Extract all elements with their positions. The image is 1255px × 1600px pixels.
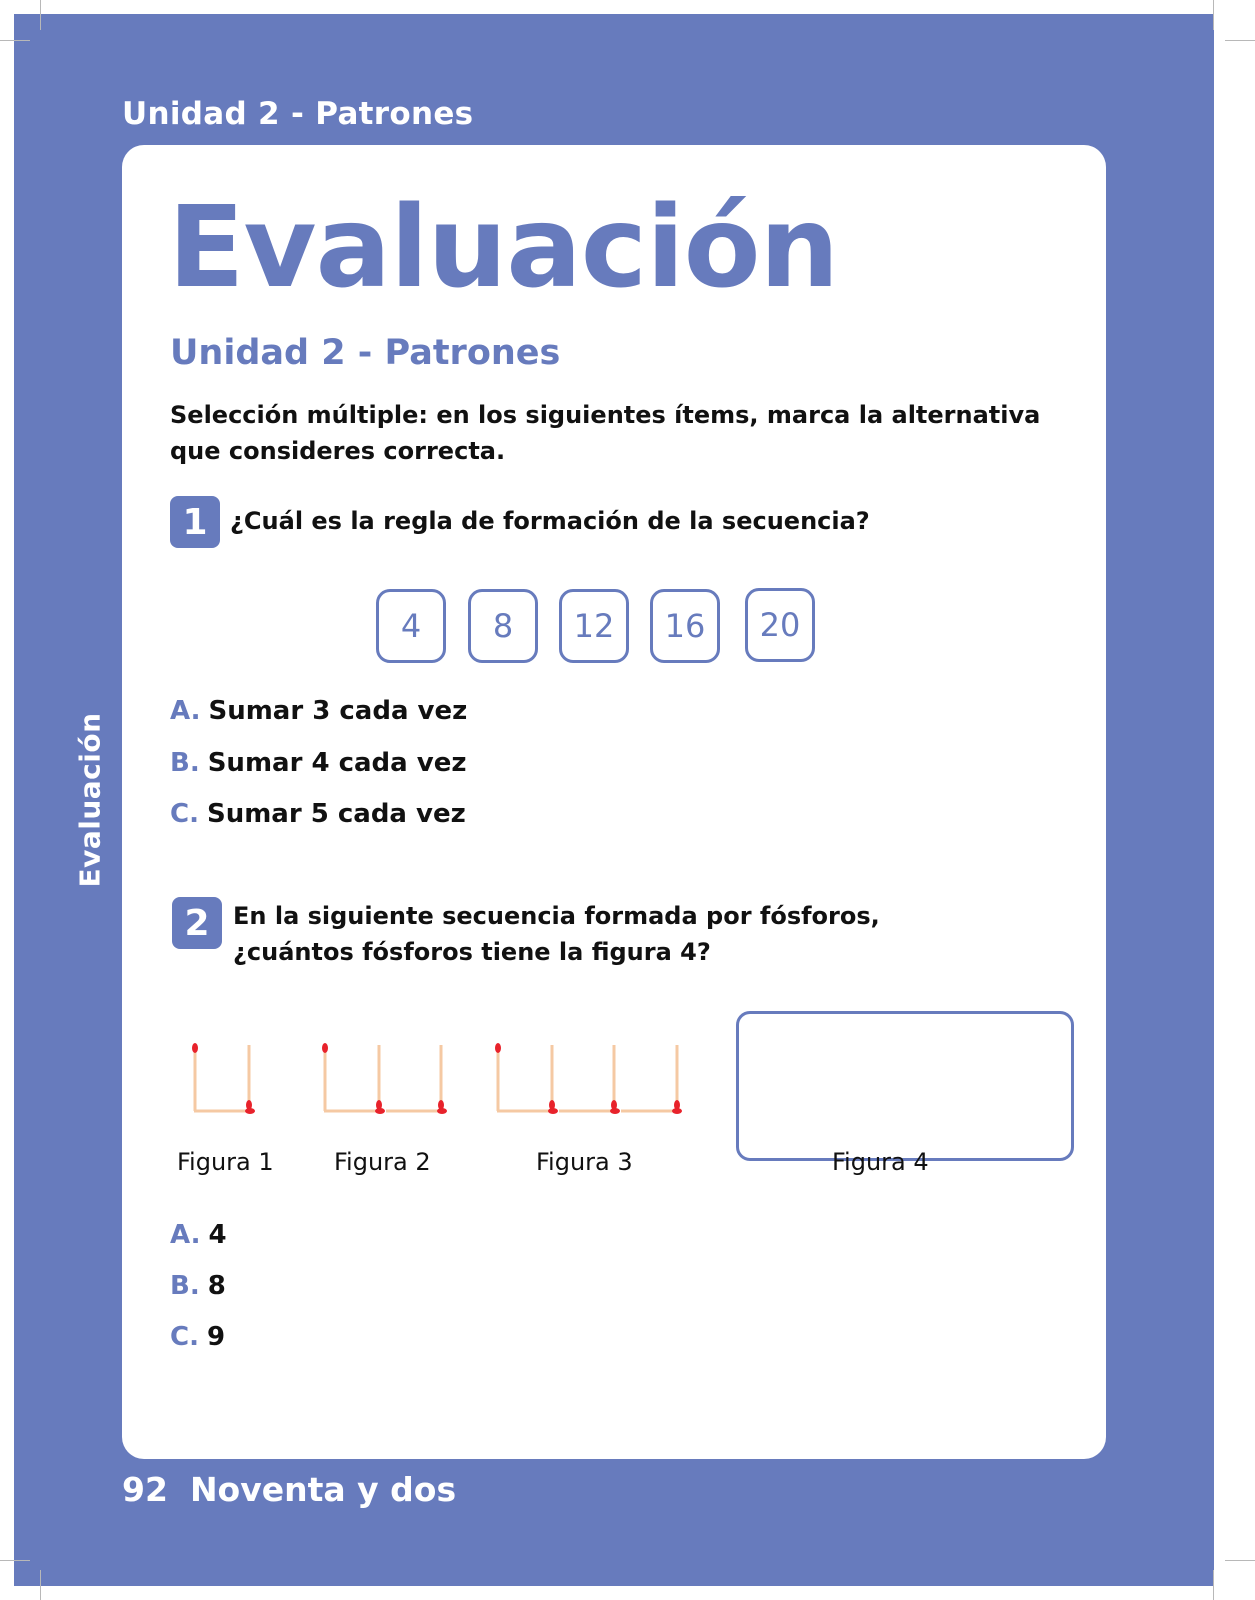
option-letter: C.	[170, 1322, 199, 1352]
crop-mark	[1213, 0, 1214, 30]
crop-mark	[1225, 1560, 1255, 1561]
question-1-badge: 1	[170, 496, 220, 548]
evaluation-card	[122, 145, 1106, 1459]
question-2-badge: 2	[172, 897, 222, 949]
q2-option-b[interactable]	[170, 1271, 226, 1301]
option-letter: B.	[170, 1271, 200, 1301]
page-title: Evaluación	[168, 183, 839, 313]
figure-1-label: Figura 1	[177, 1148, 274, 1176]
crop-mark	[40, 1570, 41, 1600]
matchstick-figures	[122, 145, 1106, 1155]
sequence-box: 4	[376, 589, 446, 663]
q2-option-c[interactable]	[170, 1322, 225, 1352]
figure-2-label: Figura 2	[334, 1148, 431, 1176]
option-letter: B.	[170, 748, 200, 778]
option-text: 4	[208, 1220, 227, 1250]
side-section-label: Evaluación	[73, 712, 107, 888]
option-text: Sumar 5 cada vez	[206, 799, 466, 829]
instructions-text: Selección múltiple: en los siguientes ítems, marca la alternativa que consideres correcta.	[170, 401, 1041, 465]
crop-mark	[0, 1560, 30, 1561]
page-number: 92	[122, 1470, 168, 1509]
sequence-box: 8	[468, 589, 538, 663]
option-letter: A.	[170, 696, 201, 726]
page-number-words: Noventa y dos	[189, 1470, 457, 1509]
figure-4-answer-box[interactable]	[736, 1011, 1074, 1161]
figure-3-label: Figura 3	[536, 1148, 633, 1176]
page-footer	[122, 1470, 456, 1509]
unit-subtitle: Unidad 2 - Patrones	[170, 333, 561, 373]
sequence-box: 12	[559, 589, 629, 663]
option-text: 9	[206, 1322, 226, 1352]
question-2-text-line1: En la siguiente secuencia formada por fósforos,	[233, 902, 880, 930]
crop-mark	[1225, 40, 1255, 41]
question-1-text: ¿Cuál es la regla de formación de la secuencia?	[230, 507, 870, 535]
option-text: Sumar 3 cada vez	[208, 696, 468, 726]
crop-mark	[0, 40, 30, 41]
question-2-text-line2: ¿cuántos fósforos tiene la figura 4?	[233, 938, 711, 966]
crop-mark	[40, 0, 41, 30]
crop-mark	[1213, 1570, 1214, 1600]
option-text: Sumar 4 cada vez	[207, 748, 467, 778]
figure-2-matches	[322, 1043, 447, 1114]
header-unit-title: Unidad 2 - Patrones	[122, 96, 474, 132]
sequence-box: 20	[745, 588, 815, 662]
option-letter: A.	[170, 1220, 201, 1250]
q2-option-a[interactable]	[170, 1220, 227, 1250]
figure-1-matches	[192, 1043, 255, 1114]
figure-3-matches	[495, 1043, 682, 1114]
sequence-box: 16	[650, 589, 720, 663]
option-letter: C.	[170, 799, 199, 829]
figure-4-label: Figura 4	[832, 1148, 929, 1176]
option-text: 8	[207, 1271, 226, 1301]
